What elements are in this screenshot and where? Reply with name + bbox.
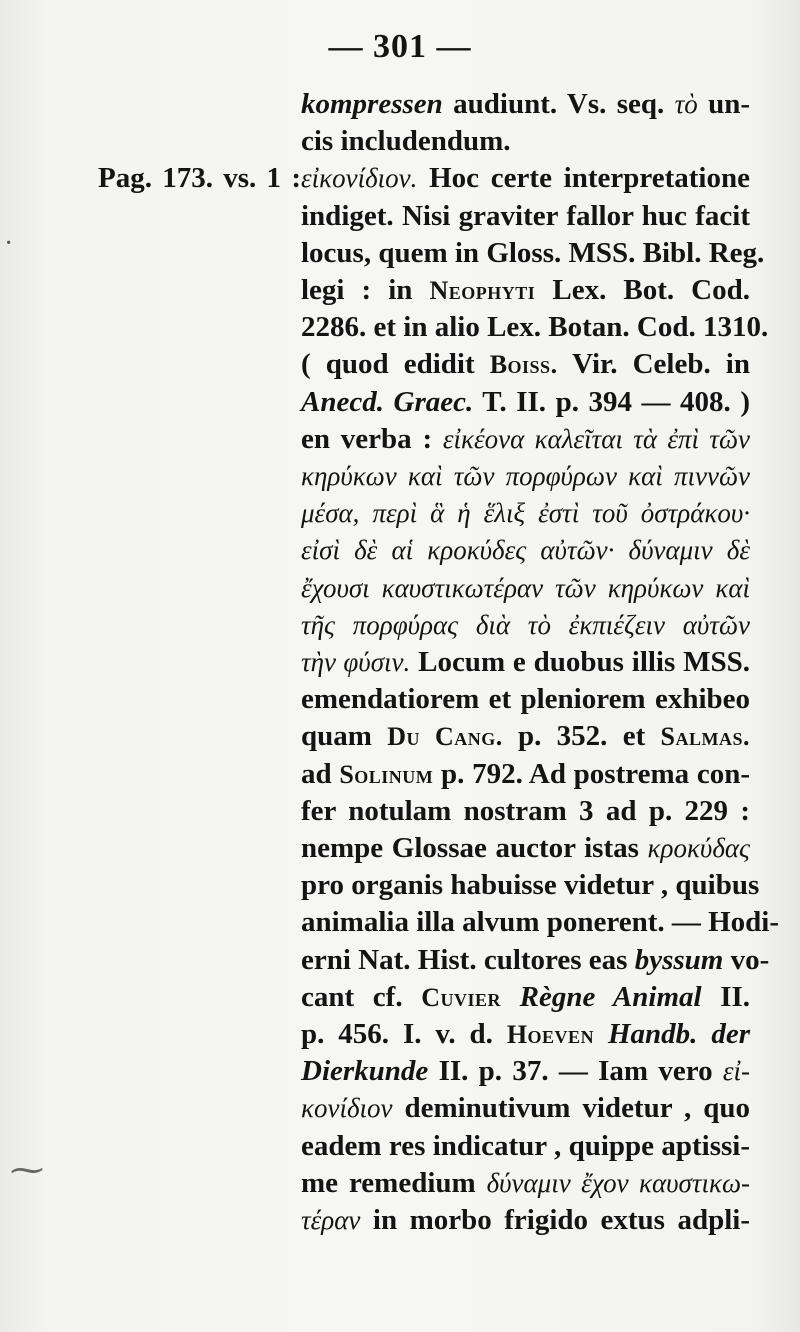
text-run: pro organis habuisse videtur , quibus	[301, 869, 760, 902]
small-caps-name: Cuvier	[421, 982, 501, 1012]
text-run: en verba :	[301, 422, 443, 455]
text-line	[98, 979, 750, 1016]
text-run: T. II. p. 394 — 408. )	[473, 385, 751, 418]
text-run: fer notulam nostram 3 ad p. 229 :	[301, 794, 750, 827]
greek-text: τὴν φύσιν.	[301, 647, 411, 678]
text-line	[98, 570, 750, 607]
page-number: — 301 —	[328, 28, 472, 65]
text-line	[98, 681, 750, 718]
italic-text: Dierkunde	[301, 1055, 429, 1088]
text-line	[98, 272, 750, 309]
text-line	[98, 309, 769, 346]
page-reference: Pag. 173. vs. 1 :	[98, 162, 301, 195]
text-run: locus, quem in Gloss. MSS. Bibl. Reg.	[301, 236, 765, 269]
text-line	[98, 1202, 750, 1239]
text-line	[98, 198, 750, 235]
text-line	[98, 346, 750, 383]
text-run: ( quod edidit	[301, 348, 490, 381]
greek-text: ἔχουσι καυστικωτέραν τῶν κηρύκων καὶ	[301, 572, 750, 603]
text-run: legi : in	[301, 274, 430, 307]
text-line	[98, 235, 765, 272]
text-line	[98, 86, 750, 123]
small-caps-name: Boiss.	[489, 350, 558, 380]
body-text	[98, 86, 780, 1239]
italic-text: Anecd. Graec.	[301, 385, 474, 418]
small-caps-name: Du Cang.	[387, 722, 503, 752]
italic-text: Handb. der	[608, 1018, 751, 1051]
text-run: cant cf.	[301, 980, 422, 1013]
text-line	[98, 384, 750, 421]
small-caps-name: Hoeven	[506, 1020, 595, 1050]
text-line	[98, 1053, 750, 1090]
text-run: II.	[701, 980, 751, 1013]
text-line	[98, 160, 750, 197]
text-run	[501, 981, 520, 1013]
margin-smudge: ⁓	[10, 1152, 44, 1189]
text-run: ad	[301, 757, 340, 790]
text-run: Hoc certe interpretatione	[417, 162, 750, 195]
greek-text: τὸ	[674, 89, 698, 119]
text-line	[98, 1128, 750, 1165]
text-line	[98, 495, 750, 532]
text-line	[98, 904, 780, 941]
text-run: vo-	[723, 943, 770, 976]
text-line	[98, 644, 750, 681]
text-run: Vir. Celeb. in	[557, 348, 750, 381]
text-line	[98, 1016, 750, 1053]
text-run: audiunt. Vs. seq.	[442, 88, 675, 120]
margin-mark: ·	[4, 228, 14, 259]
greek-text: κονίδιον	[301, 1093, 393, 1124]
small-caps-name: Salmas.	[660, 722, 750, 752]
italic-text: byssum	[634, 943, 724, 976]
text-line	[98, 718, 750, 755]
small-caps-name: Solinum	[339, 759, 434, 789]
text-line	[98, 458, 750, 495]
italic-text: Règne Animal	[519, 980, 702, 1013]
text-line	[98, 123, 750, 160]
small-caps-name: Neophyti	[429, 276, 536, 306]
text-run: deminutivum videtur , quo	[392, 1092, 750, 1125]
text-line	[98, 607, 750, 644]
text-run: p. 792. Ad postrema con-	[433, 757, 750, 790]
greek-text: εἰ-	[722, 1056, 750, 1087]
text-line	[98, 793, 750, 830]
text-run: II. p. 37. — Iam vero	[428, 1055, 723, 1088]
text-run: Lex. Bot. Cod.	[535, 274, 750, 307]
text-run: p. 352. et	[502, 720, 661, 753]
text-line	[98, 421, 750, 458]
text-line	[98, 1090, 750, 1127]
text-run: emendatiorem et pleniorem exhibeo	[301, 683, 750, 716]
text-line	[98, 756, 750, 793]
text-run: animalia illa alvum ponerent. — Hodi-	[301, 906, 780, 939]
text-run: Locum e duobus illis MSS.	[410, 646, 750, 679]
greek-text: κηρύκων καὶ τῶν πορφύρων καὶ πιννῶν	[301, 461, 750, 492]
text-line	[98, 867, 760, 904]
text-run: nempe Glossae auctor istas	[301, 832, 648, 865]
text-line	[98, 532, 750, 569]
text-run: p. 456. I. v. d.	[301, 1018, 507, 1051]
italic-text: kompressen	[301, 88, 443, 120]
greek-text: μέσα, περὶ ἃ ἡ ἕλιξ ἐστὶ τοῦ ὀστράκου·	[301, 498, 750, 529]
greek-text: εἰσὶ δὲ αἱ κροκύδες αὐτῶν· δύναμιν δὲ	[301, 535, 750, 566]
greek-text: δύναμιν ἔχον καυστικω-	[486, 1167, 750, 1198]
greek-text: τῆς πορφύρας διὰ τὸ ἐκπιέζειν αὐτῶν	[301, 609, 750, 640]
text-run: erni Nat. Hist. cultores eas	[301, 943, 635, 976]
text-run	[594, 1018, 608, 1050]
text-line	[98, 1165, 750, 1202]
text-line	[98, 830, 750, 867]
greek-text: εἰκέονα καλεῖται τὰ ἐπὶ τῶν	[442, 423, 750, 454]
text-run: indiget. Nisi graviter fallor huc facit	[301, 199, 750, 232]
text-run: eadem res indicatur , quippe aptissi-	[301, 1129, 750, 1162]
text-run: in morbo frigido extus adpli-	[360, 1204, 750, 1237]
text-run: me remedium	[301, 1166, 487, 1199]
text-run: 2286. et in alio Lex. Botan. Cod. 1310.	[301, 311, 769, 344]
greek-text: τέραν	[301, 1205, 361, 1236]
text-line	[98, 942, 770, 979]
greek-text: κροκύδας	[647, 833, 750, 864]
text-run: cis includendum.	[301, 125, 511, 158]
text-run: un-	[697, 88, 750, 120]
greek-text: εἰκονίδιον.	[301, 163, 418, 194]
text-run: quam	[301, 720, 388, 753]
